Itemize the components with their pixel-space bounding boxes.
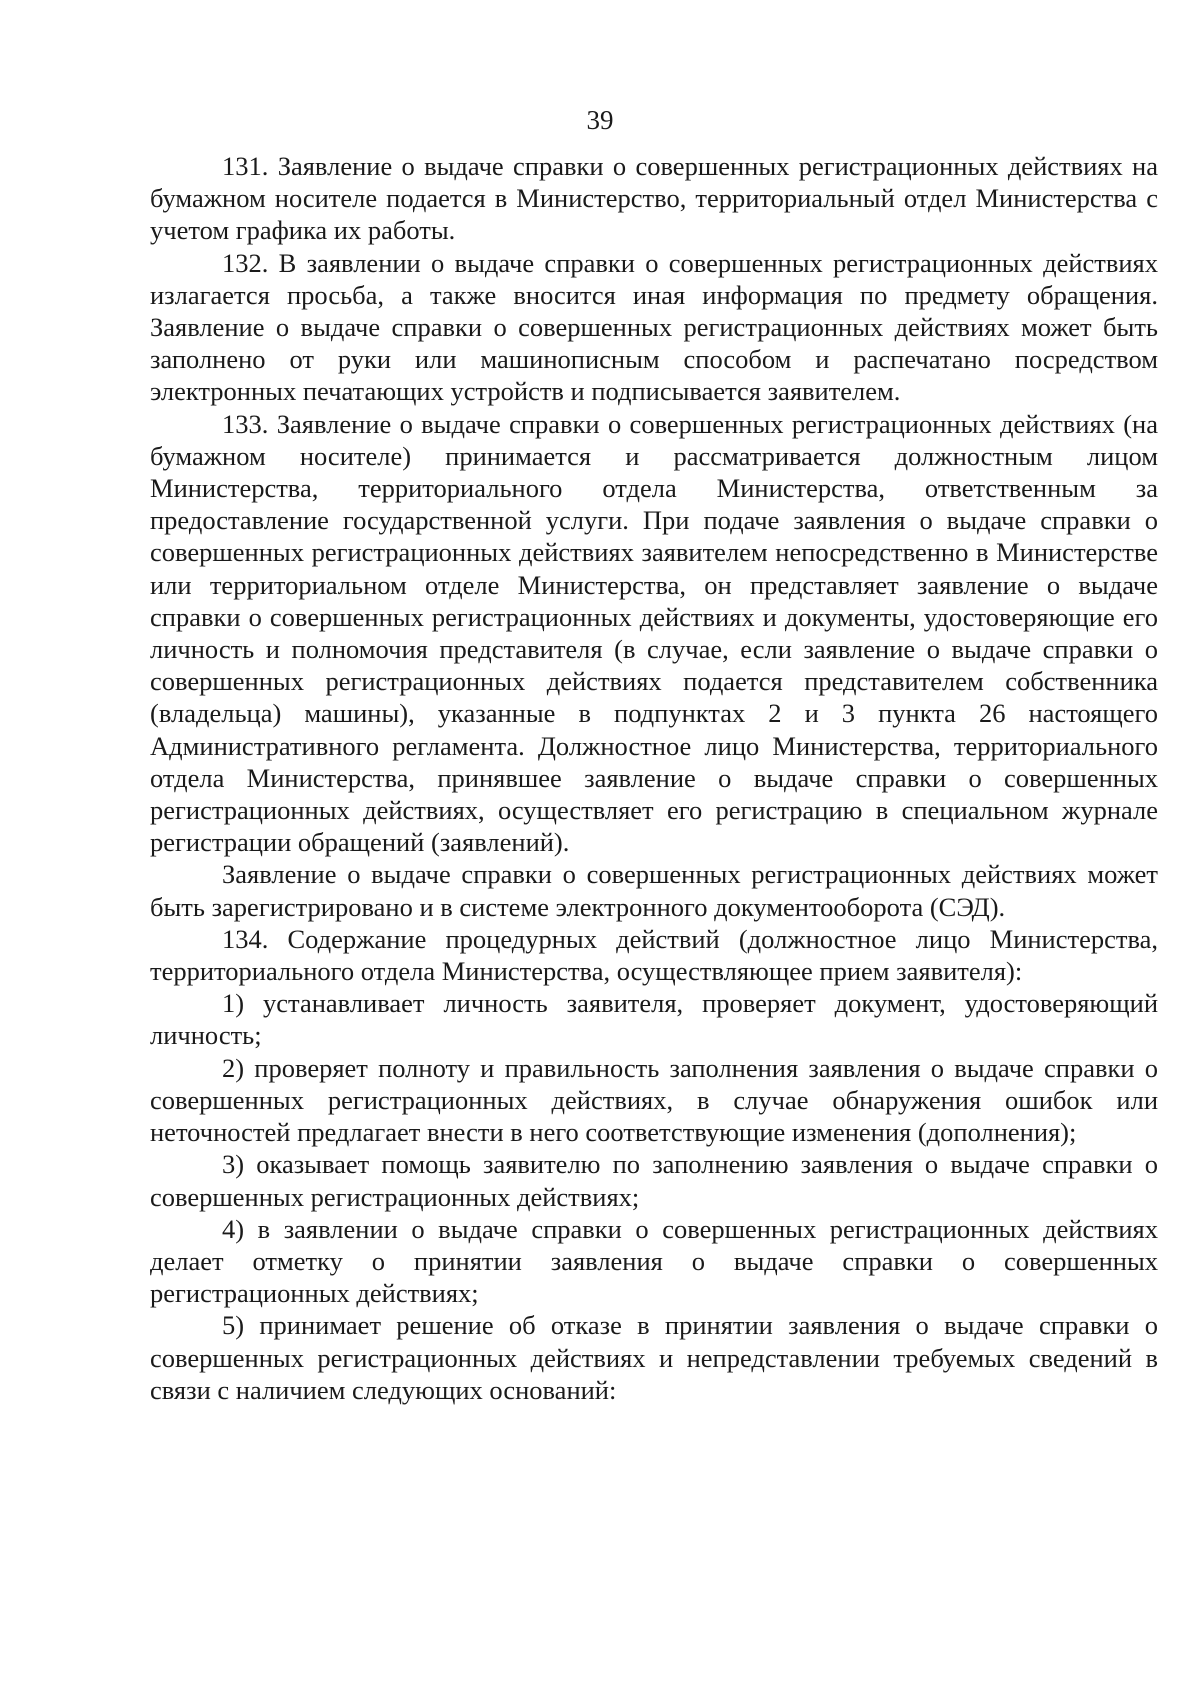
paragraph-132: 132. В заявлении о выдаче справки о совершенных регистрационных действиях излагается просьба, а также вносится иная информация по предмету обращения. Заявление о выдаче справки о совершенных регистрационных действиях может быть заполнено от руки или машинописным способом и распечатано посредством электронных печатающих устройств и подписывается заявителем. xyxy=(150,247,1158,407)
paragraph-131: 131. Заявление о выдаче справки о совершенных регистрационных действиях на бумажном носителе подается в Министерство, территориальный отдел Министерства с учетом графика их работы. xyxy=(150,151,1158,246)
list-item-4: 4) в заявлении о выдаче справки о совершенных регистрационных действиях делает отметку о принятии заявления о выдаче справки о совершенных регистрационных действиях; xyxy=(150,1213,1158,1309)
list-item-2: 2) проверяет полноту и правильность заполнения заявления о выдаче справки о совершенных регистрационных действиях, в случае обнаружения ошибок или неточностей предлагает внести в него соответствующие изменения (дополнения); xyxy=(150,1052,1158,1148)
document-body xyxy=(150,150,1158,1406)
paragraph-sed-registration: Заявление о выдаче справки о совершенных регистрационных действиях может быть зарегистрировано и в системе электронного документооборота (СЭД). xyxy=(150,859,1158,922)
paragraph-134: 134. Содержание процедурных действий (должностное лицо Министерства, территориального отдела Министерства, осуществляющее прием заявителя): xyxy=(150,923,1158,987)
list-item-1: 1) устанавливает личность заявителя, проверяет документ, удостоверяющий личность; xyxy=(150,988,1158,1051)
paragraph-133: 133. Заявление о выдаче справки о совершенных регистрационных действиях (на бумажном носителе) принимается и рассматривается должностным лицом Министерства, территориального отдела Министерства, ответственным за предоставление государственной услуги. При подаче заявления о выдаче справки о совершенных регистрационных действиях заявителем непосредственно в Министерстве или территориальном отделе Министерства, он представляет заявление о выдаче справки о совершенных регистрационных действиях и документы, удостоверяющие его личность и полномочия представителя (в случае, если заявление о выдаче справки о совершенных регистрационных действиях подается представителем собственника (владельца) машины), указанные в подпунктах 2 и 3 пункта 26 настоящего Административного регламента. Должностное лицо Министерства, территориального отдела Министерства, принявшее заявление о выдаче справки о совершенных регистрационных действиях, осуществляет его регистрацию в специальном журнале регистрации обращений (заявлений). xyxy=(150,408,1158,858)
page-number: 39 xyxy=(586,105,614,135)
list-item-5: 5) принимает решение об отказе в принятии заявления о выдаче справки о совершенных регистрационных действиях и непредставлении требуемых сведений в связи с наличием следующих оснований: xyxy=(150,1310,1158,1405)
list-item-3: 3) оказывает помощь заявителю по заполнению заявления о выдаче справки о совершенных регистрационных действиях; xyxy=(150,1149,1158,1212)
